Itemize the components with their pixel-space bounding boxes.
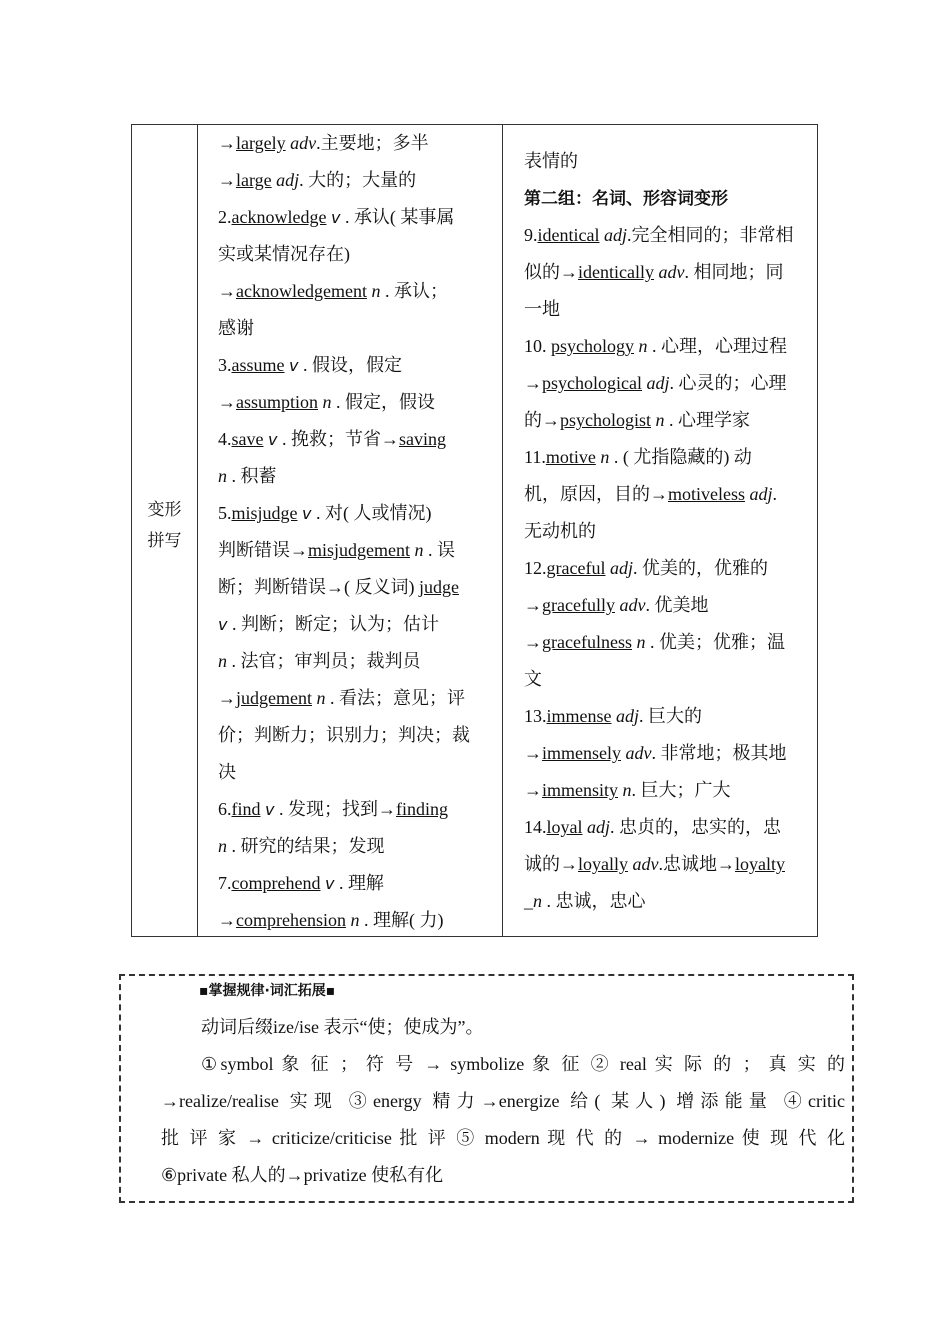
answer-word: assumption: [236, 392, 319, 412]
entry-text: 实或某情况存在): [218, 244, 350, 264]
part-of-speech: v: [289, 356, 299, 375]
part-of-speech: v: [324, 874, 335, 893]
entry-text: 文: [524, 669, 542, 689]
part-of-speech: v: [302, 504, 312, 523]
part-of-speech: v: [330, 208, 341, 227]
part-of-speech: v: [265, 800, 275, 819]
entry-text: →: [218, 170, 236, 190]
entry-line: [218, 351, 490, 388]
part-of-speech: adv: [625, 743, 652, 763]
entry-text: . 理解( 力): [359, 910, 444, 930]
answer-word: judgement: [236, 688, 312, 708]
answer-word: acknowledge: [231, 207, 327, 227]
entry-text: →: [524, 632, 542, 652]
answer-word: large: [236, 170, 272, 190]
answer-word: immense: [546, 706, 612, 726]
entry-text: . 优美地: [645, 595, 709, 615]
entry-text: 6.: [218, 799, 232, 819]
entry-text: 10.: [524, 336, 551, 356]
part-of-speech: adv: [658, 262, 685, 282]
entry-line: [524, 628, 816, 665]
part-of-speech: n: [316, 688, 326, 708]
entry-text: →: [524, 780, 542, 800]
entry-text: . 巨大的: [639, 706, 703, 726]
part-of-speech: adj: [616, 706, 640, 726]
entry-line: [218, 536, 490, 573]
entry-text: 决: [218, 762, 236, 782]
entry-text: 诚的→: [524, 854, 578, 874]
entry-text: 12.: [524, 558, 547, 578]
part-of-speech: n: [218, 466, 227, 486]
entry-line: [218, 684, 490, 721]
entry-line: [218, 795, 490, 832]
entry-text: . 发现；找到→: [274, 799, 396, 819]
group-heading: 第二组：名词、形容词变形: [524, 189, 728, 209]
answer-word: find: [231, 799, 261, 819]
entry-text: 价；判断力；识别力；判决；裁: [218, 725, 470, 745]
answer-word: loyalty: [735, 854, 785, 874]
entry-text: . 大的；大量的: [299, 170, 417, 190]
entry-line: [524, 591, 816, 628]
answer-word: finding: [395, 799, 448, 819]
answer-word: psychological: [542, 373, 642, 393]
part-of-speech: n: [636, 632, 646, 652]
entry-text: 2.: [218, 207, 232, 227]
entry-text: 4.: [218, 429, 232, 449]
part-of-speech: n: [533, 891, 542, 911]
part-of-speech: adv: [290, 133, 317, 153]
entry-line: [218, 573, 490, 610]
entry-text: →: [218, 392, 236, 412]
part-of-speech: adj: [609, 558, 633, 578]
entry-text: →: [218, 133, 236, 153]
entry-text: . 巨大；广大: [631, 780, 731, 800]
answer-word: immensely: [542, 743, 621, 763]
entry-line: [218, 832, 490, 869]
answer-word: acknowledgement: [236, 281, 367, 301]
entry-line: [524, 147, 816, 184]
part-of-speech: adv: [619, 595, 646, 615]
entry-text: . 心理，心理过程: [647, 336, 787, 356]
answer-word: misjudgement: [308, 540, 410, 560]
entry-text: →: [524, 743, 542, 763]
entry-text: . 挽救；节省→: [277, 429, 399, 449]
entry-line: [218, 314, 490, 351]
answer-word: identical: [537, 225, 600, 245]
tip-box: [119, 974, 854, 1203]
tip-box-line: ①symbol 象 征 ； 符 号 → symbolize 象 征 ② real 实 际 的 ； 真 实 的: [201, 1054, 845, 1074]
entry-text: →: [218, 281, 236, 301]
answer-word: gracefully: [542, 595, 615, 615]
entry-line: [524, 369, 816, 406]
tip-box-line: ⑥private 私人的→privatize 使私有化: [161, 1165, 444, 1185]
entry-line: [218, 499, 490, 536]
entry-line: [524, 850, 816, 887]
entry-text: 13.: [524, 706, 547, 726]
answer-word: comprehension: [236, 910, 346, 930]
entry-text: . 优美的，优雅的: [632, 558, 768, 578]
entry-text: .完全相同的；非常相: [627, 225, 794, 245]
tip-box-title: ▪掌握规律·词汇拓展▪: [199, 983, 336, 999]
entry-text: 5.: [218, 503, 232, 523]
part-of-speech: n: [218, 651, 227, 671]
entry-text: . 忠贞的，忠实的，忠: [610, 817, 782, 837]
entry-text: 断；判断错误→( 反义词): [218, 577, 419, 597]
entry-text: 主要地；多半: [320, 133, 429, 153]
entry-line: [218, 906, 490, 943]
part-of-speech: adj: [749, 484, 773, 504]
entry-text: . 判断；断定；认为；估计: [227, 614, 439, 634]
entry-text: . 积蓄: [227, 466, 277, 486]
entry-line: [524, 221, 816, 258]
part-of-speech: adj: [587, 817, 611, 837]
entry-line: [218, 425, 490, 462]
part-of-speech: n: [600, 447, 610, 467]
part-of-speech: n: [638, 336, 648, 356]
entry-text: →: [218, 688, 236, 708]
part-of-speech: v: [267, 430, 278, 449]
entry-text: . 忠诚，忠心: [542, 891, 646, 911]
part-of-speech: v: [218, 615, 228, 634]
entry-text: . 研究的结果；发现: [227, 836, 385, 856]
category-label: [132, 495, 197, 557]
left-word-column: [218, 129, 490, 943]
tip-box-line: →realize/realise 实现 ③energy 精力→energize 给( 某人) 增添能量 ④critic: [161, 1091, 845, 1111]
part-of-speech: n: [414, 540, 424, 560]
entry-text: 似的→: [524, 262, 578, 282]
answer-word: assume: [231, 355, 285, 375]
entry-line: [218, 647, 490, 684]
part-of-speech: adv: [632, 854, 659, 874]
answer-word: gracefulness: [542, 632, 632, 652]
entry-line: [218, 758, 490, 795]
entry-text: 判断错误→: [218, 540, 308, 560]
entry-text: . 误: [423, 540, 455, 560]
entry-text: 9.: [524, 225, 538, 245]
entry-line: [218, 166, 490, 203]
entry-text: . ( 尤指隐藏的) 动: [609, 447, 752, 467]
part-of-speech: n: [655, 410, 665, 430]
entry-text: . 看法；意见；评: [325, 688, 465, 708]
answer-word: immensity: [542, 780, 618, 800]
entry-text: . 优美；优雅；温: [645, 632, 785, 652]
category-label-line: 变形: [147, 500, 182, 520]
part-of-speech: n: [371, 281, 381, 301]
entry-text: . 相同地；同: [684, 262, 784, 282]
entry-text: .忠诚地→: [658, 854, 735, 874]
answer-word: graceful: [546, 558, 606, 578]
entry-line: [524, 517, 816, 554]
vocabulary-table: [131, 124, 818, 937]
column-divider: [502, 125, 503, 936]
answer-word: judge: [419, 577, 459, 597]
entry-text: 机，原因，目的→: [524, 484, 668, 504]
entry-text: .: [316, 133, 321, 153]
entry-text: 7.: [218, 873, 232, 893]
entry-line: [524, 665, 816, 702]
answer-word: motiveless: [668, 484, 745, 504]
entry-text: . 法官；审判员；裁判员: [227, 651, 421, 671]
part-of-speech: n: [322, 392, 332, 412]
entry-text: 一地: [524, 299, 560, 319]
entry-line: [524, 887, 816, 924]
entry-text: . 心灵的；心理: [669, 373, 787, 393]
entry-line: [524, 258, 816, 295]
entry-line: [218, 240, 490, 277]
entry-text: .: [772, 484, 778, 504]
part-of-speech: adj: [646, 373, 670, 393]
entry-text: →: [524, 595, 542, 615]
right-word-column: [524, 147, 816, 924]
entry-text: . 承认( 某事属: [340, 207, 455, 227]
entry-text: →: [524, 373, 542, 393]
answer-word: largely: [236, 133, 286, 153]
column-divider: [197, 125, 198, 936]
entry-text: _: [524, 891, 533, 911]
entry-text: 的→: [524, 410, 560, 430]
entry-line: [524, 332, 816, 369]
answer-word: identically: [578, 262, 654, 282]
entry-text: . 假设，假定: [298, 355, 402, 375]
entry-text: . 非常地；极其地: [651, 743, 787, 763]
entry-text: 3.: [218, 355, 232, 375]
entry-line: [218, 277, 490, 314]
entry-text: 14.: [524, 817, 547, 837]
entry-text: 无动机的: [524, 521, 596, 541]
answer-word: loyal: [546, 817, 583, 837]
entry-line: [218, 462, 490, 499]
category-label-line: 拼写: [147, 531, 182, 551]
part-of-speech: adj: [603, 225, 627, 245]
part-of-speech: n: [622, 780, 632, 800]
entry-line: [524, 184, 816, 221]
answer-word: save: [231, 429, 264, 449]
entry-line: [524, 406, 816, 443]
entry-line: [524, 480, 816, 517]
entry-text: . 假定，假设: [331, 392, 436, 412]
entry-line: [524, 702, 816, 739]
entry-line: [218, 610, 490, 647]
entry-text: →: [218, 910, 236, 930]
tip-box-intro: 动词后缀ize/ise 表示“使；使成为”。: [201, 1017, 484, 1037]
answer-word: psychologist: [560, 410, 652, 430]
entry-text: . 理解: [334, 873, 384, 893]
entry-text: . 心理学家: [664, 410, 751, 430]
entry-text: 感谢: [218, 318, 254, 338]
entry-line: [524, 776, 816, 813]
tip-box-line: 批 评 家 → criticize/criticise 批 评 ⑤ modern 现 代 的 → modernize 使 现 代 化: [161, 1128, 845, 1148]
entry-line: [218, 129, 490, 166]
entry-line: [218, 721, 490, 758]
answer-word: comprehend: [231, 873, 321, 893]
part-of-speech: n: [350, 910, 360, 930]
entry-text: 表情的: [524, 151, 578, 171]
entry-line: [218, 869, 490, 906]
answer-word: misjudge: [231, 503, 298, 523]
answer-word: motive: [545, 447, 596, 467]
entry-text: . 对( 人或情况): [311, 503, 432, 523]
answer-word: loyally: [578, 854, 628, 874]
entry-text: . 承认；: [380, 281, 448, 301]
answer-word: saving: [398, 429, 446, 449]
entry-line: [218, 388, 490, 425]
entry-line: [524, 295, 816, 332]
part-of-speech: adj: [276, 170, 300, 190]
entry-line: [524, 813, 816, 850]
entry-line: [524, 554, 816, 591]
entry-line: [218, 203, 490, 240]
entry-line: [524, 443, 816, 480]
answer-word: psychology: [551, 336, 634, 356]
part-of-speech: n: [218, 836, 227, 856]
entry-text: 11.: [524, 447, 546, 467]
entry-line: [524, 739, 816, 776]
